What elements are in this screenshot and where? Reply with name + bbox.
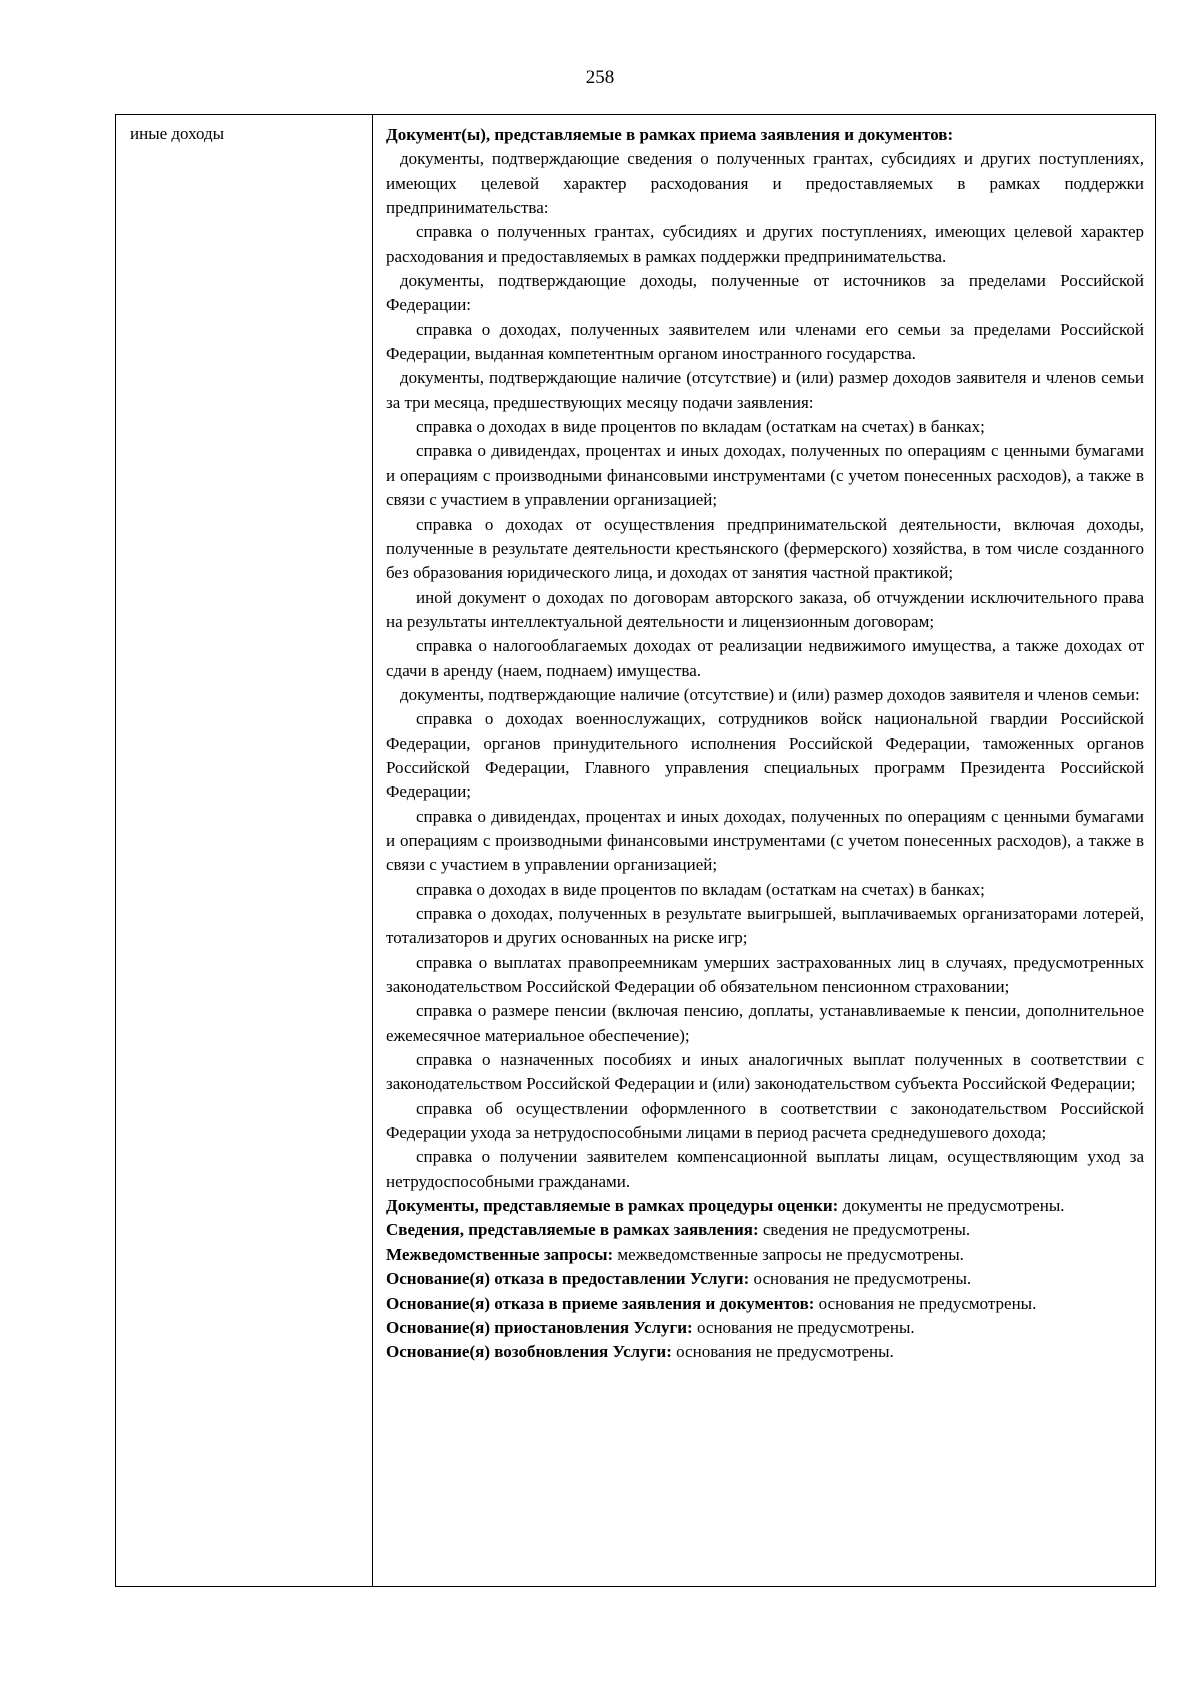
condition-label: Основание(я) отказа в приеме заявления и документов: [386, 1293, 815, 1313]
condition-label: Основание(я) отказа в предоставлении Услуги: [386, 1269, 750, 1289]
column-divider [372, 115, 373, 1586]
condition-label: Документы, представляемые в рамках процедуры оценки: [386, 1196, 839, 1216]
condition-item [386, 1194, 1144, 1218]
condition-item [386, 1316, 1144, 1340]
document-item: справка о доходах в виде процентов по вкладам (остаткам на счетах) в банках; [416, 417, 985, 437]
condition-value: межведомственные запросы не предусмотрены. [613, 1244, 964, 1264]
income-type-cell: иные доходы [130, 124, 225, 143]
condition-label: Основание(я) приостановления Услуги: [386, 1317, 693, 1337]
document-item: справка о выплатах правопреемникам умерших застрахованных лиц в случаях, предусмотренных законодательством Российской Федерации об обязательном пенсионном страховании; [386, 952, 1144, 997]
document-table [115, 114, 1156, 1587]
document-item: справка о доходах военнослужащих, сотрудников войск национальной гвардии Российской Федерации, органов принудительного исполнения Российской Федерации, таможенных органов Российской Федерации, Главного управления специальных программ Президента Российской Федерации; [386, 709, 1144, 802]
condition-value: документы не предусмотрены. [838, 1196, 1065, 1216]
document-group: документы, подтверждающие доходы, полученные от источников за пределами Российской Федерации: [386, 271, 1144, 315]
condition-value: сведения не предусмотрены. [758, 1220, 971, 1240]
condition-value: основания не предусмотрены. [749, 1269, 972, 1289]
document-item: справка о полученных грантах, субсидиях и других поступлениях, имеющих целевой характер расходования и предоставляемых в рамках поддержки предпринимательства. [386, 222, 1144, 266]
document-item: справка о налогооблагаемых доходах от реализации недвижимого имущества, а также доходах от сдачи в аренду (наем, поднаем) имущества. [386, 636, 1144, 680]
document-item: справка о назначенных пособиях и иных аналогичных выплат полученных в соответствии с законодательством Российской Федерации и (или) законодательством субъекта Российской Федерации; [386, 1050, 1144, 1094]
document-item: справка о доходах, полученных заявителем или членами его семьи за пределами Российской Федерации, выданная компетентным органом иностранного государства. [386, 319, 1144, 364]
document-item: справка о доходах, полученных в результате выигрышей, выплачиваемых организаторами лотерей, тотализаторов и других основанных на риске игр; [386, 904, 1144, 948]
document-item: справка о дивидендах, процентах и иных доходах, полученных по операциям с ценными бумагами и операциям с производными финансовыми инструментами (с учетом понесенных расходов), а также в связи с участием в управлении организацией; [386, 806, 1144, 875]
document-item: справка о размере пенсии (включая пенсию, доплаты, устанавливаемые к пенсии, дополнительное ежемесячное материальное обеспечение); [386, 1001, 1144, 1045]
condition-item [386, 1218, 1144, 1242]
condition-item [386, 1340, 1144, 1364]
condition-value: основания не предусмотрены. [671, 1342, 894, 1362]
condition-value: основания не предусмотрены. [692, 1317, 915, 1337]
document-group: документы, подтверждающие наличие (отсутствие) и (или) размер доходов заявителя и членов семьи: [400, 684, 1140, 704]
condition-item [386, 1292, 1144, 1316]
document-item: справка об осуществлении оформленного в соответствии с законодательством Российской Федерации ухода за нетрудоспособными лицами в период расчета среднедушевого дохода; [386, 1098, 1144, 1143]
document-item: справка о доходах от осуществления предпринимательской деятельности, включая доходы, полученные в результате деятельности крестьянского (фермерского) хозяйства, в том числе созданного без образования юридического лица, и доходах от занятия частной практикой; [386, 514, 1144, 583]
documents-cell [386, 123, 1144, 1365]
condition-label: Сведения, представляемые в рамках заявления: [386, 1220, 759, 1240]
document-item: справка о дивидендах, процентах и иных доходах, полученных по операциям с ценными бумагами и операциям с производными финансовыми инструментами (с учетом понесенных расходов), а также в связи с участием в управлении организацией; [386, 441, 1144, 510]
service-conditions [386, 1194, 1144, 1364]
section-heading: Документ(ы), представляемые в рамках приема заявления и документов: [386, 125, 954, 144]
condition-item [386, 1267, 1144, 1291]
document-item: справка о получении заявителем компенсационной выплаты лицам, осуществляющим уход за нетрудоспособными гражданами. [386, 1147, 1144, 1191]
condition-label: Основание(я) возобновления Услуги: [386, 1342, 672, 1362]
document-item: справка о доходах в виде процентов по вкладам (остаткам на счетах) в банках; [416, 879, 985, 899]
page-number: 258 [585, 67, 615, 88]
condition-value: основания не предусмотрены. [814, 1293, 1037, 1313]
condition-item [386, 1243, 1144, 1267]
document-group: документы, подтверждающие наличие (отсутствие) и (или) размер доходов заявителя и членов семьи за три месяца, предшествующих месяцу подачи заявления: [386, 368, 1144, 412]
document-item: иной документ о доходах по договорам авторского заказа, об отчуждении исключительного права на результаты интеллектуальной деятельности и лицензионным договорам; [386, 587, 1144, 631]
condition-label: Межведомственные запросы: [386, 1244, 614, 1264]
document-list [386, 147, 1144, 1194]
document-group: документы, подтверждающие сведения о полученных грантах, субсидиях и других поступлениях, имеющих целевой характер расходования и предоставляемых в рамках поддержки предпринимательства: [386, 149, 1144, 218]
